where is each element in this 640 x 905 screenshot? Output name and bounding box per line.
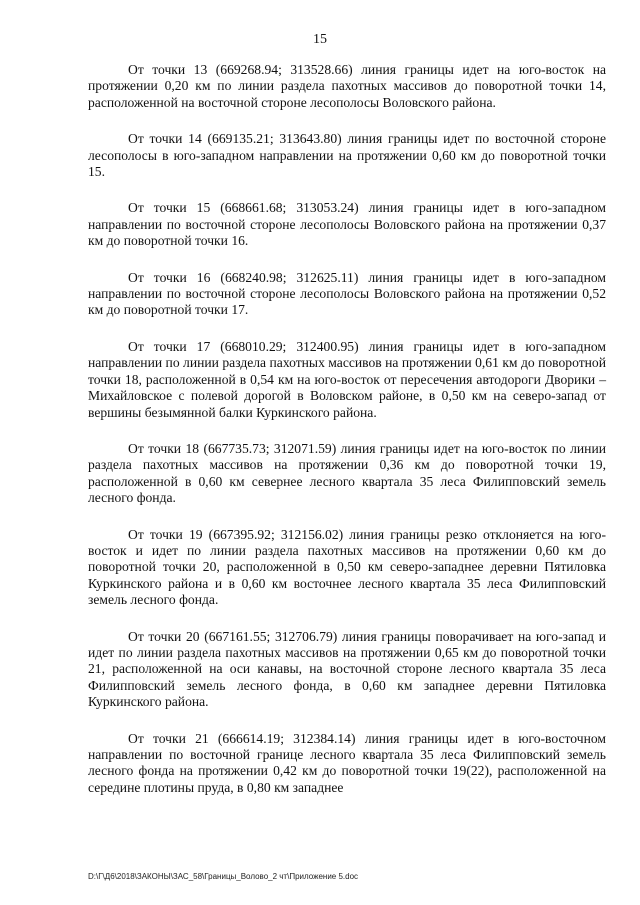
paragraph: От точки 13 (669268.94; 313528.66) линия границы идет на юго-восток на протяжении 0,20 км по линии раздела пахотных массивов до поворотной точки 14, расположенной на восточной стороне лесополосы Воловского района. (88, 62, 606, 110)
paragraph: От точки 21 (666614.19; 312384.14) линия границы идет в юго-восточном направлении по восточной границе лесного квартала 35 леса Филипповский земель лесного фонда на протяжении 0,42 км до поворотной точки 19(22), расположенной на середине плотины пруда, в 0,80 км западнее (88, 730, 606, 795)
paragraph: От точки 16 (668240.98; 312625.11) линия границы идет в юго-западном направлении по восточной стороне лесополосы Воловского района на протяжении 0,52 км до поворотной точки 17. (88, 269, 606, 318)
paragraph: От точки 20 (667161.55; 312706.79) линия границы поворачивает на юго-запад и идет по линии раздела пахотных массивов на протяжении 0,65 км до поворотной точки 21, расположенной на оси канавы, на восточной стороне лесного квартала 35 леса Филипповский земель лесного фонда, в 0,60 км западнее деревни Пятиловка Куркинского района. (88, 628, 606, 710)
paragraph: От точки 18 (667735.73; 312071.59) линия границы идет на юго-восток по линии раздела пахотных массивов на протяжении 0,36 км до поворотной точки 19, расположенной в 0,60 км севернее лесного квартала 35 леса Филипповский земель лесного фонда. (88, 440, 606, 506)
paragraph: От точки 19 (667395.92; 312156.02) линия границы резко отклоняется на юго-восток и идет по линии раздела пахотных массивов на протяжении 0,60 км до поворотной точки 20, расположенной в 0,50 км северо-западнее деревни Пятиловка Куркинского района и в 0,60 км восточнее лесного квартала 35 леса Филипповский земель лесного фонда. (88, 526, 606, 608)
page-number: 15 (313, 32, 327, 47)
footer-file-path: D:\Г\Д6\2018\ЗАКОНЫ\ЗАС_58\Границы_Волово_2 чт\Приложение 5.doc (88, 872, 359, 881)
document-body (88, 62, 606, 816)
paragraph: От точки 15 (668661.68; 313053.24) линия границы идет в юго-западном направлении по восточной стороне лесополосы Воловского района на протяжении 0,37 км до поворотной точки 16. (88, 200, 606, 249)
paragraph: От точки 14 (669135.21; 313643.80) линия границы идет по восточной стороне лесополосы в юго-западном направлении на протяжении 0,60 км до поворотной точки 15. (88, 131, 606, 180)
paragraph: От точки 17 (668010.29; 312400.95) линия границы идет в юго-западном направлении по линии раздела пахотных массивов на протяжении 0,61 км до поворотной точки 18, расположенной в 0,54 км на юго-восток от пересечения автодороги Дворики – Михайловское с полевой дорогой в Воловском районе, в 0,50 км на северо-запад от вершины безымянной балки Куркинского района. (88, 338, 606, 420)
